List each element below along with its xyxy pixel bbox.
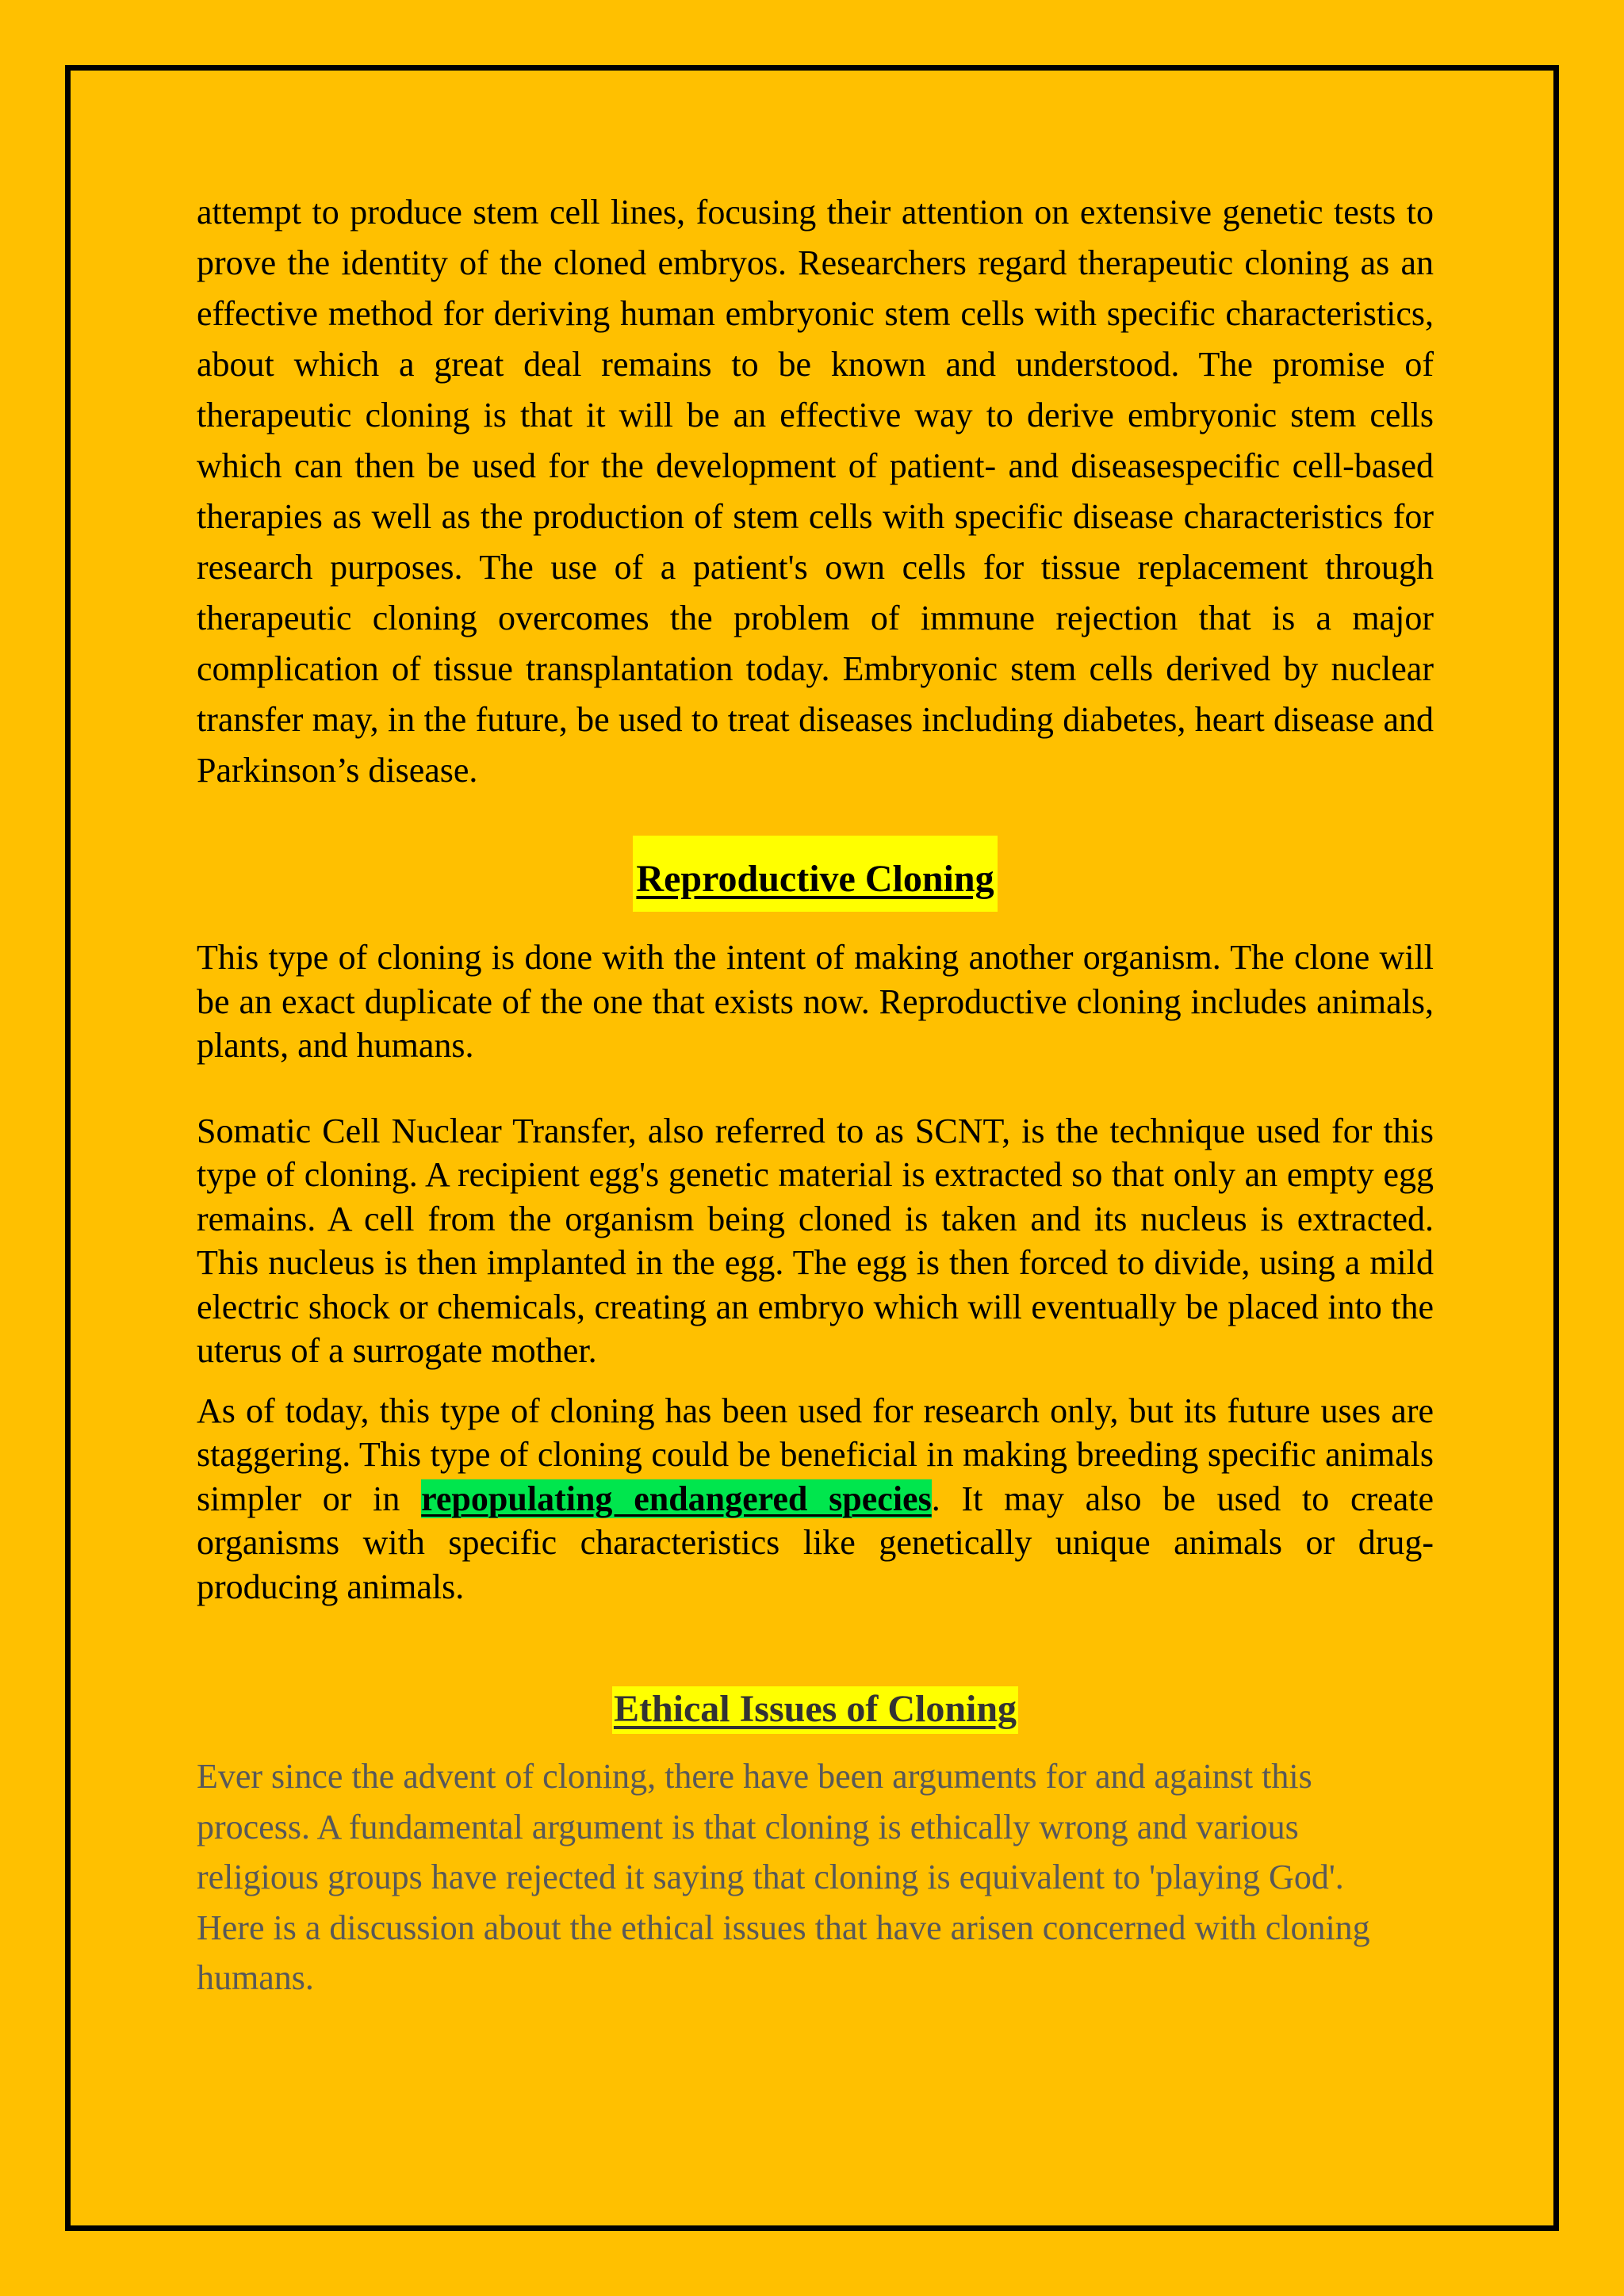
reproductive-cloning-heading-text: Reproductive Cloning (633, 836, 997, 912)
ethical-issues-paragraph: Ever since the advent of cloning, there have been arguments for and against this process. A fundamental argument is that cloning is ethically wrong and various religious groups have rejected it saying that cloning is equivalent to 'playing God'. Here is a discussion about the ethical issues that have arisen concerned with cloning humans. (197, 1757, 1370, 1997)
reproductive-cloning-heading (197, 836, 1434, 912)
document-body (197, 187, 1434, 2003)
endangered-species-highlight: repopulating endangered species (421, 1479, 932, 1518)
reproductive-intro-paragraph: This type of cloning is done with the intent of making another organism. The clone will be an exact duplicate of the one that exists now. Reproductive cloning includes animals, plants, and humans. (197, 938, 1434, 1065)
reproductive-uses-text-start: As of today, this type of cloning has been used for research only, but its future uses are staggering. This type of cloning could be beneficial in making breeding specific animals simpler or in (197, 1391, 1434, 1518)
therapeutic-cloning-paragraph: attempt to produce stem cell lines, focusing their attention on extensive genetic tests to prove the identity of the cloned embryos. Researchers regard therapeutic cloning as an effective method for deriving human embryonic stem cells with specific characteristics, about which a great deal remains to be known and understood. The promise of therapeutic cloning is that it will be an effective way to derive embryonic stem cells which can then be used for the development of patient- and diseasespecific cell-based therapies as well as the production of stem cells with specific disease characteristics for research purposes. The use of a patient's own cells for tissue replacement through therapeutic cloning overcomes the problem of immune rejection that is a major complication of tissue transplantation today. Embryonic stem cells derived by nuclear transfer may, in the future, be used to treat diseases including diabetes, heart disease and Parkinson’s disease. (197, 193, 1434, 790)
ethical-issues-heading-text: Ethical Issues of Cloning (612, 1686, 1018, 1734)
reproductive-uses-text-end: . It may also be used to create organisms with specific characteristics like genetically unique animals or drug-producing animals. (197, 1479, 1434, 1606)
ethical-issues-heading (197, 1686, 1434, 1734)
reproductive-uses-paragraph (197, 1389, 1434, 1609)
scnt-paragraph: Somatic Cell Nuclear Transfer, also referred to as SCNT, is the technique used for this type of cloning. A recipient egg's genetic material is extracted so that only an empty egg remains. A cell from the organism being cloned is taken and its nucleus is extracted. This nucleus is then implanted in the egg. The egg is then forced to divide, using a mild electric shock or chemicals, creating an embryo which will eventually be placed into the uterus of a surrogate mother. (197, 1111, 1434, 1370)
